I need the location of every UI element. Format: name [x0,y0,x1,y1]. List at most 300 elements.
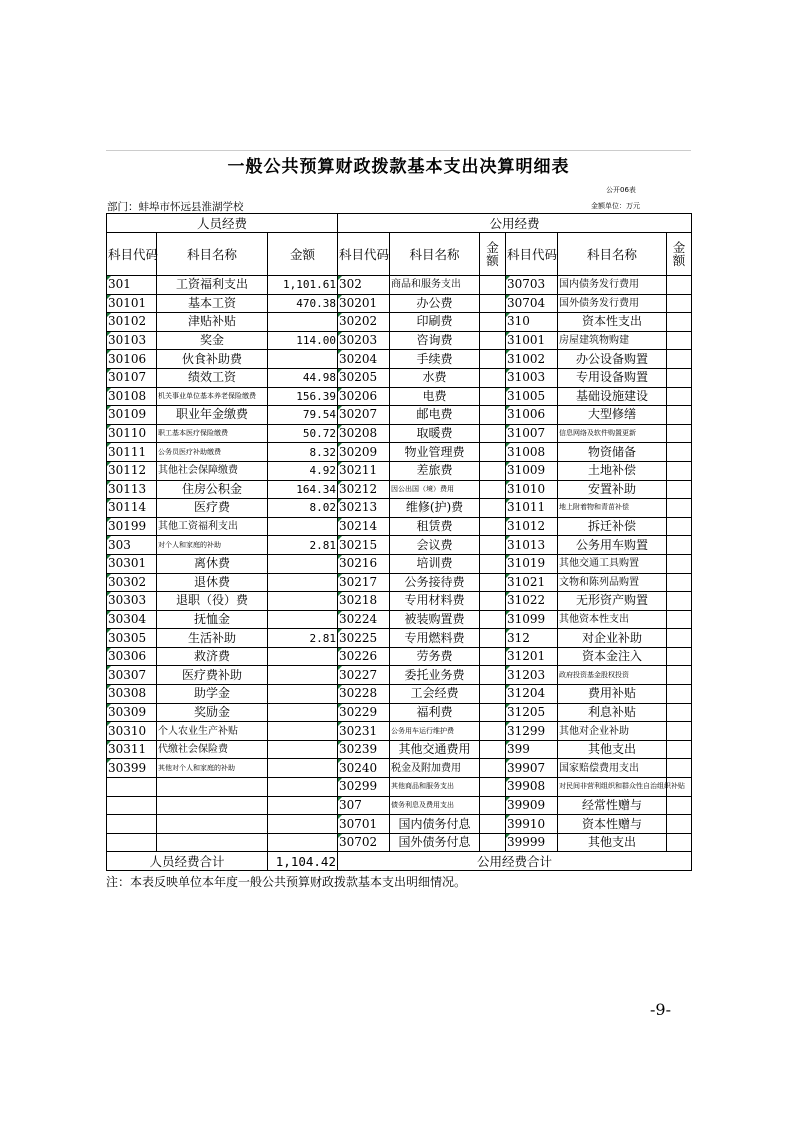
table-row [107,703,692,722]
public-name: 租赁费 [390,517,480,536]
table-row [107,368,692,387]
public-name-2: 其他支出 [558,740,667,759]
public-amount-2 [667,443,692,462]
public-amount [480,740,506,759]
public-amount [480,517,506,536]
public-name: 差旅费 [390,461,480,480]
public-amount [480,629,506,648]
amount-unit: 金额单位：万元 [591,202,640,210]
public-code: 30208 [338,424,390,443]
personnel-name: 伙食补助费 [157,350,268,369]
public-amount-2 [667,740,692,759]
personnel-code: 30102 [107,313,157,332]
table-row [107,740,692,759]
public-name-2: 专用设备购置 [558,368,667,387]
public-total-label: 公用经费合计 [338,852,692,871]
public-code: 30212 [338,480,390,499]
personnel-code: 30307 [107,666,157,685]
public-amount-2 [667,368,692,387]
public-name: 因公出国（境）费用 [390,480,480,499]
personnel-name: 住房公积金 [157,480,268,499]
public-amount-2 [667,796,692,815]
table-row [107,722,692,741]
public-name-2: 资本性赠与 [558,815,667,834]
public-code-2: 31013 [506,536,558,555]
public-name-2: 其他交通工具购置 [558,554,667,573]
public-amount [480,554,506,573]
public-name: 维修(护)费 [390,499,480,518]
public-code-2: 31003 [506,368,558,387]
table-row [107,685,692,704]
public-name: 手续费 [390,350,480,369]
personnel-name: 绩效工资 [157,368,268,387]
public-code: 30217 [338,573,390,592]
public-amount-2 [667,778,692,797]
public-code-2: 39910 [506,815,558,834]
personnel-amount [268,647,338,666]
public-amount [480,424,506,443]
public-name: 其他商品和服务支出 [390,778,480,797]
report-title: 一般公共预算财政拨款基本支出决算明细表 [106,150,691,183]
public-code: 30205 [338,368,390,387]
personnel-code: 30199 [107,517,157,536]
public-amount [480,461,506,480]
table-body [107,276,692,852]
public-code: 30299 [338,778,390,797]
public-code-2: 31005 [506,387,558,406]
public-name: 培训费 [390,554,480,573]
public-amount [480,722,506,741]
personnel-name: 退职（役）费 [157,592,268,611]
personnel-name: 代缴社会保险费 [157,740,268,759]
public-code: 30202 [338,313,390,332]
public-code-2: 31007 [506,424,558,443]
personnel-amount [268,573,338,592]
public-name-2: 其他支出 [558,833,667,852]
table-row [107,313,692,332]
public-name: 工会经费 [390,685,480,704]
personnel-code: 30302 [107,573,157,592]
public-name-2: 信息网络及软件购置更新 [558,424,667,443]
public-code-2: 39999 [506,833,558,852]
personnel-amount: 470.38 [268,294,338,313]
public-code: 30215 [338,536,390,555]
public-code-2: 31001 [506,331,558,350]
personnel-name: 职工基本医疗保险缴费 [157,424,268,443]
table-row [107,536,692,555]
public-name-2: 其他资本性支出 [558,610,667,629]
public-code: 30214 [338,517,390,536]
public-name-2: 经常性赠与 [558,796,667,815]
personnel-amount [268,759,338,778]
public-name-2: 利息补贴 [558,703,667,722]
personnel-total-label: 人员经费合计 [107,852,268,871]
personnel-code [107,815,157,834]
public-amount-2 [667,592,692,611]
public-amount [480,294,506,313]
public-code: 30227 [338,666,390,685]
public-amount [480,368,506,387]
header-amount: 金 额 [480,233,506,276]
public-amount-2 [667,499,692,518]
public-name-2: 资本性支出 [558,313,667,332]
public-amount-2 [667,610,692,629]
table-row [107,294,692,313]
public-amount-2 [667,666,692,685]
public-amount-2 [667,517,692,536]
public-name: 公务用车运行维护费 [390,722,480,741]
personnel-code: 30306 [107,647,157,666]
header-amount: 金额 [268,233,338,276]
public-name: 电费 [390,387,480,406]
public-code: 30224 [338,610,390,629]
public-amount [480,666,506,685]
personnel-amount [268,685,338,704]
public-amount-2 [667,536,692,555]
personnel-amount: 2.81 [268,536,338,555]
public-code-2: 30704 [506,294,558,313]
public-amount [480,480,506,499]
personnel-name: 工资福利支出 [157,276,268,295]
personnel-name: 退休费 [157,573,268,592]
table-row [107,461,692,480]
table-row [107,759,692,778]
personnel-amount [268,815,338,834]
public-code-2: 310 [506,313,558,332]
report-sheet [106,150,691,890]
public-code: 302 [338,276,390,295]
public-name: 邮电费 [390,406,480,425]
personnel-amount [268,554,338,573]
personnel-code: 30309 [107,703,157,722]
table-row [107,610,692,629]
personnel-name [157,833,268,852]
public-name: 劳务费 [390,647,480,666]
personnel-name: 抚恤金 [157,610,268,629]
public-name: 债务利息及费用支出 [390,796,480,815]
personnel-code [107,796,157,815]
header-code: 科目代码 [506,233,558,276]
public-amount [480,610,506,629]
public-name-2: 物资储备 [558,443,667,462]
public-code: 30702 [338,833,390,852]
table-row [107,573,692,592]
department-row [106,197,691,213]
public-code: 30240 [338,759,390,778]
public-amount-2 [667,554,692,573]
personnel-amount [268,833,338,852]
header-amount: 金 额 [667,233,692,276]
public-code-2: 39909 [506,796,558,815]
table-row [107,815,692,834]
public-amount [480,276,506,295]
table-row [107,480,692,499]
public-name-2: 土地补偿 [558,461,667,480]
public-amount [480,759,506,778]
public-code-2: 31009 [506,461,558,480]
personnel-total-amount: 1,104.42 [268,852,338,871]
public-name-2: 办公设备购置 [558,350,667,369]
public-code-2: 31011 [506,499,558,518]
personnel-name [157,796,268,815]
personnel-code: 30308 [107,685,157,704]
personnel-name: 机关事业单位基本养老保险缴费 [157,387,268,406]
personnel-amount: 44.98 [268,368,338,387]
public-amount [480,406,506,425]
public-code-2: 31010 [506,480,558,499]
public-name-2: 对企业补助 [558,629,667,648]
public-name-2: 对民间非营利组织和群众性自治组织补贴 [558,778,667,797]
public-code-2: 31012 [506,517,558,536]
personnel-amount [268,517,338,536]
public-code-2: 31299 [506,722,558,741]
public-code: 30218 [338,592,390,611]
personnel-code: 30113 [107,480,157,499]
personnel-code: 30310 [107,722,157,741]
table-row [107,647,692,666]
personnel-name: 奖励金 [157,703,268,722]
public-code-2: 30703 [506,276,558,295]
table-row [107,424,692,443]
table-note: 注：本表反映单位本年度一般公共预算财政拨款基本支出明细情况。 [106,875,467,890]
public-amount-2 [667,722,692,741]
personnel-name: 其他对个人和家庭的补助 [157,759,268,778]
personnel-name: 其他社会保障缴费 [157,461,268,480]
personnel-amount: 8.32 [268,443,338,462]
public-amount [480,796,506,815]
public-amount [480,833,506,852]
public-amount-2 [667,647,692,666]
personnel-code: 30107 [107,368,157,387]
public-code: 307 [338,796,390,815]
personnel-code: 30106 [107,350,157,369]
personnel-amount: 156.39 [268,387,338,406]
personnel-code: 30303 [107,592,157,611]
public-amount [480,703,506,722]
public-amount-2 [667,276,692,295]
header-name: 科目名称 [390,233,480,276]
personnel-name: 奖金 [157,331,268,350]
public-name: 其他交通费用 [390,740,480,759]
table-row [107,592,692,611]
public-amount [480,499,506,518]
personnel-amount: 2.81 [268,629,338,648]
public-amount [480,685,506,704]
public-code-2: 31201 [506,647,558,666]
personnel-code: 30114 [107,499,157,518]
personnel-name: 职业年金缴费 [157,406,268,425]
public-amount [480,331,506,350]
public-code-2: 31008 [506,443,558,462]
personnel-code: 30304 [107,610,157,629]
public-amount [480,313,506,332]
public-name-2: 国内债务发行费用 [558,276,667,295]
personnel-name [157,815,268,834]
table-row [107,406,692,425]
public-name: 水费 [390,368,480,387]
table-row [107,778,692,797]
public-code: 30229 [338,703,390,722]
public-code: 30201 [338,294,390,313]
page-number: -9- [650,1000,671,1019]
table-row [107,350,692,369]
personnel-amount [268,610,338,629]
personnel-name: 生活补助 [157,629,268,648]
header-code: 科目代码 [107,233,157,276]
public-amount [480,387,506,406]
section-header-row [107,214,692,233]
public-amount-2 [667,703,692,722]
public-code: 30209 [338,443,390,462]
public-amount-2 [667,406,692,425]
public-code-2: 31099 [506,610,558,629]
public-amount [480,350,506,369]
personnel-name: 离休费 [157,554,268,573]
personnel-amount: 4.92 [268,461,338,480]
public-name-2: 安置补助 [558,480,667,499]
public-amount-2 [667,815,692,834]
personnel-code [107,778,157,797]
public-name: 专用材料费 [390,592,480,611]
public-amount-2 [667,424,692,443]
table-row [107,443,692,462]
public-amount [480,815,506,834]
personnel-name [157,778,268,797]
public-name-2: 基础设施建设 [558,387,667,406]
personnel-amount [268,350,338,369]
personnel-name: 基本工资 [157,294,268,313]
personnel-name: 医疗费补助 [157,666,268,685]
personnel-code: 30311 [107,740,157,759]
personnel-code: 30109 [107,406,157,425]
personnel-name: 公务员医疗补助缴费 [157,443,268,462]
personnel-code: 30110 [107,424,157,443]
personnel-name: 救济费 [157,647,268,666]
public-code-2: 31002 [506,350,558,369]
personnel-name: 助学金 [157,685,268,704]
personnel-code: 30101 [107,294,157,313]
public-code: 30211 [338,461,390,480]
table-row [107,276,692,295]
personnel-amount: 164.34 [268,480,338,499]
public-name: 福利费 [390,703,480,722]
personnel-amount: 1,101.61 [268,276,338,295]
totals-row [107,852,692,871]
public-name-2: 资本金注入 [558,647,667,666]
public-name: 物业管理费 [390,443,480,462]
public-code: 30216 [338,554,390,573]
form-number-row [106,183,691,197]
public-amount-2 [667,833,692,852]
public-code: 30225 [338,629,390,648]
public-code: 30226 [338,647,390,666]
section-personnel: 人员经费 [107,214,338,233]
personnel-amount [268,592,338,611]
public-name-2: 拆迁补偿 [558,517,667,536]
public-name: 会议费 [390,536,480,555]
table-row [107,629,692,648]
public-code-2: 31019 [506,554,558,573]
public-name: 咨询费 [390,331,480,350]
public-name-2: 文物和陈列品购置 [558,573,667,592]
personnel-amount [268,313,338,332]
form-number: 公开06表 [606,186,636,194]
personnel-code: 303 [107,536,157,555]
department-name: 部门：蚌埠市怀远县淮湖学校 [107,201,244,213]
personnel-amount [268,796,338,815]
public-name: 国外债务付息 [390,833,480,852]
public-amount [480,536,506,555]
personnel-name: 津贴补贴 [157,313,268,332]
personnel-name: 对个人和家庭的补助 [157,536,268,555]
public-amount [480,647,506,666]
personnel-amount [268,666,338,685]
public-amount-2 [667,573,692,592]
public-code-2: 31205 [506,703,558,722]
public-code: 30204 [338,350,390,369]
table-row [107,499,692,518]
public-amount-2 [667,461,692,480]
personnel-code: 301 [107,276,157,295]
public-amount-2 [667,480,692,499]
public-code: 30203 [338,331,390,350]
table-row [107,554,692,573]
personnel-amount: 114.00 [268,331,338,350]
public-code-2: 39908 [506,778,558,797]
public-name: 专用燃料费 [390,629,480,648]
public-name-2: 国家赔偿费用支出 [558,759,667,778]
public-amount-2 [667,313,692,332]
personnel-code: 30301 [107,554,157,573]
public-code: 30206 [338,387,390,406]
personnel-code: 30111 [107,443,157,462]
public-name: 委托业务费 [390,666,480,685]
table-row [107,517,692,536]
public-amount-2 [667,294,692,313]
public-code: 30239 [338,740,390,759]
public-amount [480,443,506,462]
table-row [107,666,692,685]
public-name: 被装购置费 [390,610,480,629]
public-amount-2 [667,685,692,704]
public-code: 30228 [338,685,390,704]
personnel-amount: 8.02 [268,499,338,518]
public-amount-2 [667,629,692,648]
personnel-code: 30112 [107,461,157,480]
public-name-2: 公务用车购置 [558,536,667,555]
personnel-code [107,833,157,852]
public-name-2: 其他对企业补助 [558,722,667,741]
public-amount [480,573,506,592]
public-name: 办公费 [390,294,480,313]
public-name: 税金及附加费用 [390,759,480,778]
table-row [107,796,692,815]
public-name-2: 政府投资基金股权投资 [558,666,667,685]
public-amount [480,778,506,797]
public-name-2: 房屋建筑物购建 [558,331,667,350]
public-name: 取暖费 [390,424,480,443]
personnel-amount [268,740,338,759]
table-row [107,331,692,350]
header-name: 科目名称 [558,233,667,276]
public-code-2: 312 [506,629,558,648]
personnel-code: 30108 [107,387,157,406]
public-code: 30701 [338,815,390,834]
column-header-row [107,233,692,276]
personnel-code: 30305 [107,629,157,648]
table-row [107,833,692,852]
public-code: 30213 [338,499,390,518]
